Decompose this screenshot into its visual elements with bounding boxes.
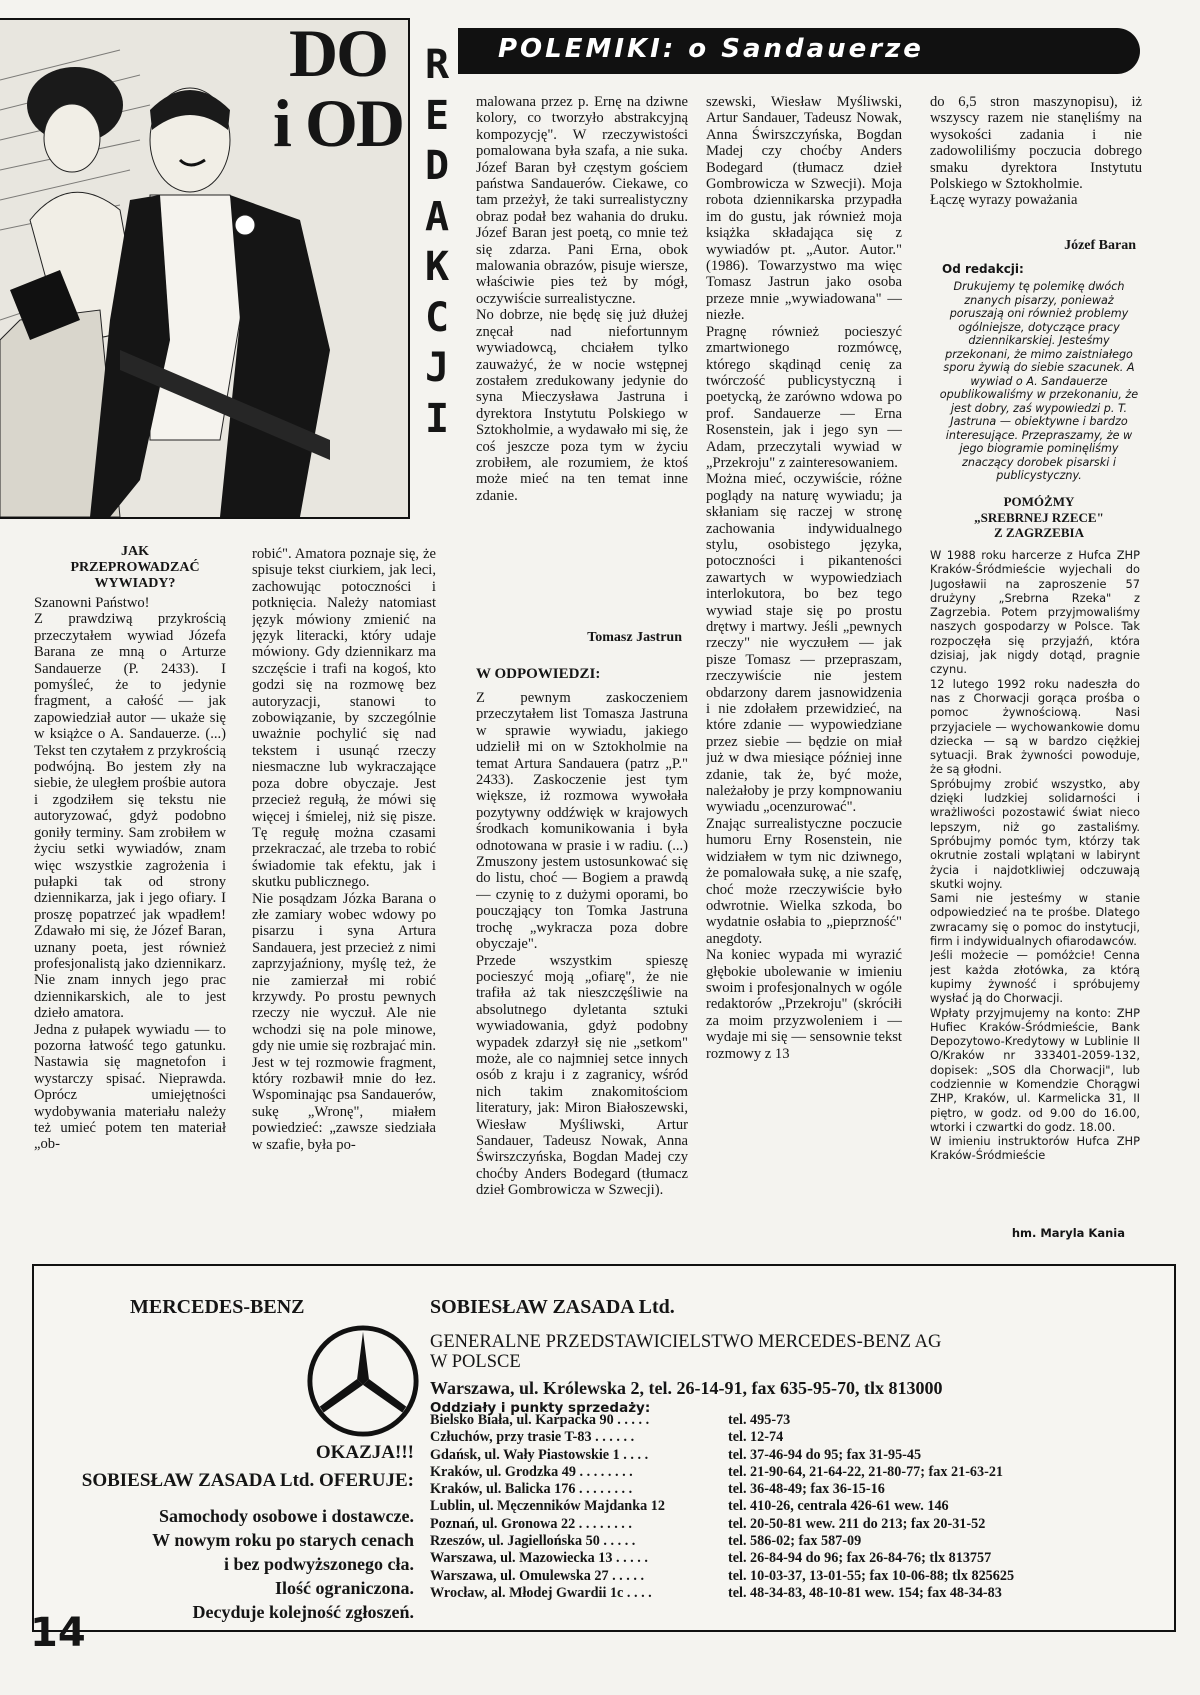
vertical-word-letter: D [424, 143, 450, 189]
branch-row [430, 1481, 1014, 1498]
branch-row [430, 1447, 1014, 1464]
branch-row [430, 1550, 1014, 1567]
branch-tel: tel. 21-90-64, 21-64-22, 21-80-77; fax 21-63-21 [728, 1463, 1004, 1480]
offer-company: SOBIESŁAW ZASADA Ltd. OFERUJE: [81, 1470, 414, 1491]
vertical-word-letter: E [424, 92, 450, 139]
offer-line: Decyduje kolejność zgłoszeń. [192, 1602, 414, 1622]
vertical-word-letter: J [424, 345, 450, 391]
advert-role-line1: GENERALNE PRZEDSTAWICIELSTWO MERCEDES-BENZ AG [430, 1332, 942, 1352]
polemics-banner [458, 28, 1140, 74]
banner-text: POLEMIKI: o Sandauerze [498, 34, 924, 64]
branch-place: Rzeszów, ul. Jagiellońska 50 . . . . . [430, 1533, 636, 1550]
appeal-text: W 1988 roku harcerze z Hufca ZHP Kraków-Śródmieście wyjechali do Jugosławii na zaproszenie 57 drużyny „Srebrna Rzeka" z Zagrzebia. Potem przyjmowaliśmy naszych gospodarzy w Polsce. Tak rozpoczęła się przyjaźń, która dzisiaj, jak nigdy dotąd, pragnie czynu. 12 lutego 1992 roku nadeszła do nas z Chorwacji gorąca prośba o pomoc żywnościową. Nasi przyjaciele — wychowankowie domu dziecka — są w bardzo ciężkiej sytuacji. Brak żywności powoduje, że są głodni. Spróbujmy zrobić wszystko, aby dzięki ludzkiej solidarności i wrażliwości pozostawić świat nieco lepszym, niż go zastaliśmy. Spróbujmy pomóc tym, którzy tak okrutnie zostali wplątani w labirynt życia i najdotkliwiej odczuwają skutki wojny. Sami nie jesteśmy w stanie odpowiedzieć na te prośbe. Dlatego zwracamy się o pomoc do instytucji, firm i indywidualnych ofiarodawców. Jeśli możecie — pomóżcie! Cenna jest każda złotówka, za którą kupimy żywność i spróbujemy wysłać ją do Chorwacji. Wpłaty przyjmujemy na konto: ZHP Hufiec Kraków-Śródmieście, Bank Depozytowo-Kredytowy w Lublinie II O/Kraków nr 333401-2059-132, dopisek: „SOS dla Chorwacji", lub codziennie w Komendzie Chorągwi ZHP, Kraków, ul. Karmelicka 31, II piętro, w godz. od 9.00 do 16.00, wtorki i czwartki do godz. 18.00. W imieniu instruktorów Hufca ZHP Kraków-Śródmieście [930, 548, 1140, 1163]
letter-column-1: Szanowni Państwo! Z prawdziwą przykrością przeczytałem wywiad Józefa Barana ze mną o Arturze Sandauerze (P. 2433). I pomyśleć, że to jedynie fragment, a całość — jak zapowiedział autor — ukaże się w książce o A. Sandauerze. (...) Tekst ten czytałem z przykrością podwójną. Bo jestem zły na siebie, że uległem prośbie autora i zgodziłem się tekstu nie autoryzować, gdyż podobno goniły terminy. Sam zrobiłem w życiu setki wywiadów, znam więc wszystkie zagrożenia i pułapki tak od strony dziennikarza, jak i jego ofiary. I proszę popatrzeć jak wpadłem! Zdawało mi się, że Józef Baran, uznany poeta, jest również profesjonalistą jako dziennikarz. Nie znam innych jego prac dziennikarskich, ale to jest dzieło amatora. Jedna z pułapek wywiadu — to pozorna łatwość tego gatunku. Nastawia się magnetofon i wystarczy spisać. Nieprawda. Oprócz umiejętności wydobywania materiału należy też umieć potem ten materiał „ob- [34, 595, 226, 1153]
vertical-word-letter: R [424, 42, 450, 88]
branch-tel: tel. 36-48-49; fax 36-15-16 [728, 1481, 885, 1498]
branch-tel: tel. 37-46-94 do 95; fax 31-95-45 [728, 1446, 922, 1463]
branch-place: Poznań, ul. Gronowa 22 . . . . . . . . [430, 1515, 632, 1532]
branch-place: Wrocław, al. Młodej Gwardii 1c . . . . [430, 1584, 652, 1601]
advert-brand: MERCEDES-BENZ [130, 1296, 305, 1318]
branch-row [430, 1568, 1014, 1585]
branch-place: Człuchów, przy trasie T-83 . . . . . . [430, 1429, 635, 1446]
branch-tel: tel. 586-02; fax 587-09 [728, 1533, 862, 1550]
mercedes-star-icon [304, 1322, 422, 1440]
branch-row [430, 1585, 1014, 1602]
branch-tel: tel. 10-03-37, 13-01-55; fax 10-06-88; tlx 825625 [728, 1567, 1015, 1584]
branch-place: Lublin, ul. Męczenników Majdanka 12 [430, 1498, 665, 1515]
branch-tel: tel. 26-84-94 do 96; fax 26-84-76; tlx 813757 [728, 1550, 992, 1567]
branch-tel: tel. 495-73 [728, 1412, 791, 1428]
editorial-note-label: Od redakcji: [942, 262, 1024, 276]
section-title [268, 15, 408, 161]
branch-row [430, 1533, 1014, 1550]
letter-signature: Tomasz Jastrun [587, 630, 682, 645]
branches-title: Oddziały i punkty sprzedaży: [430, 1400, 651, 1416]
section-title-line2: i OD [273, 85, 403, 161]
vertical-word-letter: K [424, 244, 450, 290]
branches-list [430, 1412, 1014, 1602]
branch-place: Kraków, ul. Grodzka 49 . . . . . . . . [430, 1463, 633, 1480]
vertical-section-word [420, 40, 454, 444]
branch-tel: tel. 48-34-83, 48-10-81 wew. 154; fax 48-34-83 [728, 1584, 1002, 1601]
branch-place: Warszawa, ul. Omulewska 27 . . . . . [430, 1567, 645, 1584]
section-title-line1: DO [289, 15, 387, 91]
branch-row [430, 1412, 1014, 1429]
branch-place: Gdańsk, ul. Wały Piastowskie 1 . . . . [430, 1446, 649, 1463]
letter-column-3: malowana przez p. Ernę na dziwne kolory, co tworzyło abstrakcyjną kompozycję". W rzeczywistości pomalowana była szafa, a nie suka. Józef Baran był częstym gościem państwa Sandauerów. Ciekawe, co tam przeżył, że taki surrealistyczny obraz podał bez wahania do druku. Józef Baran jest poetą, co mnie też się zdarza. Pani Erna, obok malowania obrazów, pisuje wiersze, właściwie pies też by mógł, oczywiście surrealistyczne. No dobrze, nie będę się już dłużej znęcał nad niefortunnym wywiadowcą, chciałem tylko zauważyć, że w nocie wstępnej zostałem zredukowany jedynie do syna Mieczysława Jastruna i dyrektora Instytutu Polskiego w Sztokholmie, a wydawało mi się, że coś jeszcze poza tym w życiu zrobiłem, ale rozumiem, że ktoś może mieć na ten temat inne zdanie. [476, 94, 688, 504]
advert-role-line2: W POLSCE [430, 1352, 521, 1372]
branch-row [430, 1498, 1014, 1515]
reply-column-3: do 6,5 stron maszynopisu), iż wszyscy razem nie stanęliśmy na wysokości zadania i nie zadowoliliśmy poczucia dobrego smaku dyrektora Instytutu Polskiego w Sztokholmie. Łączę wyrazy poważania [930, 94, 1142, 209]
vertical-word-letter: A [424, 193, 450, 240]
offer-line: i bez podwyższonego cła. [224, 1554, 414, 1574]
reply-signature: Józef Baran [1064, 238, 1136, 253]
branch-row [430, 1464, 1014, 1481]
letter-heading: JAK PRZEPROWADZAĆ WYWIADY? [70, 544, 200, 591]
letter-column-2: robić". Amatora poznaje się, że spisuje tekst ciurkiem, jak leci, zachowując potoczności i potknięcia. Należy natomiast język mówiony zmienić na język literacki, który udaje mówiony. Gdy dziennikarz ma szczęście i trafi na kogoś, kto godzi się na rozmowę bez autoryzacji, stanowi to zobowiązanie, by szczególnie uważnie pochylić się nad tekstem i usunąć rzeczy niesmaczne lub wykraczające poza dobre obyczaje. Jest przecież regułą, że mówi się więcej i śmielej, niż się pisze. Tę regułę można czasami przekraczać, ale trzeba to robić świadomie tak efektu, jak i skutku publicznego. Nie posądzam Józka Barana o złe zamiary wobec wdowy po pisarzu i syna Artura Sandauera, jest przecież z nimi zaprzyjaźniony, myślę też, że nie zamierzał mi robić krzywdy. Po prostu pewnych rzeczy nie wyczuł. Ale nie wchodzi się na pole minowe, gdy nie umie się rozbrajać min. Jest w tej rozmowie fragment, który rozbawił mnie do łez. Wspominając psa Sandauerów, sukę „Wronę", miałem powiedzieć: „zawsze siedziała w szafie, była po- [252, 546, 436, 1153]
vertical-word-letter: I [424, 395, 450, 442]
vertical-word-letter: C [424, 294, 450, 341]
branch-tel: tel. 12-74 [728, 1429, 784, 1446]
branch-row [430, 1516, 1014, 1533]
branch-place: Bielsko Biała, ul. Karpacka 90 . . . . . [430, 1412, 650, 1428]
reply-heading: W ODPOWIEDZI: [476, 666, 601, 682]
advert-address: Warszawa, ul. Królewska 2, tel. 26-14-91, fax 635-95-70, tlx 813000 [430, 1378, 943, 1398]
appeal-heading: POMÓŻMY „SREBRNEJ RZECE" Z ZAGRZEBIA [974, 494, 1104, 540]
offer-line: Ilość ograniczona. [275, 1578, 414, 1598]
appeal-signature: hm. Maryla Kania [1011, 1226, 1125, 1240]
editorial-note-text: Drukujemy tę polemikę dwóch znanych pisarzy, ponieważ poruszają oni również problemy ogólniejsze, dotyczące pracy dziennikarskiej. Jesteśmy przekonani, że mimo zaistniałego sporu żywią do siebie szacunek. A wywiad o A. Sandauerze opublikowaliśmy w przekonaniu, że jest dobry, zaś wypowiedzi p. T. Jastruna — obiektywne i bardzo interesujące. Przepraszamy, że w jego biogramie pominęliśmy znaczący dorobek pisarski i publicystyczny. [939, 280, 1139, 482]
branch-place: Warszawa, ul. Mazowiecka 13 . . . . . [430, 1550, 648, 1567]
branch-place: Kraków, ul. Balicka 176 . . . . . . . . [430, 1481, 633, 1498]
offer-line: Samochody osobowe i dostawcze. [159, 1506, 414, 1526]
page-number: 14 [30, 1610, 86, 1656]
branch-tel: tel. 410-26, centrala 426-61 wew. 146 [728, 1498, 949, 1515]
reply-column-2: szewski, Wiesław Myśliwski, Artur Sandauer, Tadeusz Nowak, Anna Świrszczyńska, Bogdan Madej czy choćby Anders Bodegard (tłumacz dzieł Gombrowicza w Szwecji). Moja robota dziennikarska przypadła im do gustu, jak również moja książka składająca się z wywiadów pt. „Autor. Autor." (1986). Towarzystwo ma więc Tomasz Jastrun jako osoba przeze mnie „wywiadowana" — niezłe. Pragnę również pocieszyć zmartwionego rozmówcę, którego skądinąd cenię za twórczość publicystyczną i poetycką, że zarówno wdowa po prof. Sandauerze — Erna Rosenstein, jak i jego syn — Adam, przeczytali wywiad w „Przekroju" z zainteresowaniem. Można mieć, oczywiście, różne poglądy na naturę wywiadu; ja skłaniam się raczej w stronę zachowania indywidualnego stylu, osobistego języka, potoczności i pikanteności zawartych w wypowiedziach interlokutora, bo bez tego wywiad staje się po prostu drętwy i martwy. Jeśli „pewnych rzeczy" nie wyczułem — jak pisze Tomasz — przepraszam, rzeczywiście nie jestem obdarzony darem jasnowidzenia i nie zdołałem przewidzieć, na które zdanie — wypowiedziane przez siebie — będzie on miał już w dwa miesiące później inne zdanie, tak że, być może, należałoby je przy kompnowaniu wywiadu „ocenzurować". Znając surrealistyczne poczucie humoru Erny Rosenstein, nie widziałem w tym nic dziwnego, że pomalowała sukę, a nie szafę, choć może rzeczywiście było odwrotnie. Wielka szkoda, bo wydatnie osłabia to „pieprzność" anegdoty. Na koniec wypada mi wyrazić głębokie ubolewanie w imieniu swoim i profesjonalnych w ogóle redaktorów „Przekroju" (skróciłi za moim przyzwoleniem i — wydaje mi się — sensownie tekst rozmowy z 13 [706, 94, 902, 1062]
branch-tel: tel. 20-50-81 wew. 211 do 213; fax 20-31-52 [728, 1515, 986, 1532]
offer-line: W nowym roku po starych cenach [152, 1530, 414, 1550]
offer-title: OKAZJA!!! [315, 1442, 414, 1463]
mercedes-advert [32, 1264, 1176, 1632]
branch-row [430, 1429, 1014, 1446]
reply-column-1: Z pewnym zaskoczeniem przeczytałem list Tomasza Jastruna w sprawie wywiadu, jakiego udzielił mi on w Sztokholmie na temat Artura Sandauera (patrz „P." 2433). Zaskoczenie jest tym większe, iż rozmowa wywołała pozytywny oddźwięk w krajowych środkach komunikowania i była odnotowana w prasie i w radiu. (...) Zmuszony jestem ustosunkować się do listu, choć — Bogiem a prawdą — czynię to z dużymi oporami, bo poucząjący ton Tomka Jastruna trochę „wykracza poza dobre obyczaje". Przede wszystkim spieszę pocieszyć moją „ofiarę", że nie trafiła aż tak nieszczęśliwie na absolutnego dyletanta sztuki wywiadowania, gdyż podobny wypadek zdarzył się nie „setkom" może, ale co najmniej setce innych osób z kraju i z zagranicy, wśród nich takim znakomitościom literatury, jak: Miron Białoszewski, Wiesław Myśliwski, Artur Sandauer, Tadeusz Nowak, Anna Świrszczyńska, Bogdan Madej czy choćby Anders Bodegard (tłumacz dzieł Gombrowicza w Szwecji). [476, 690, 688, 1199]
advert-company: SOBIESŁAW ZASADA Ltd. [430, 1296, 675, 1318]
